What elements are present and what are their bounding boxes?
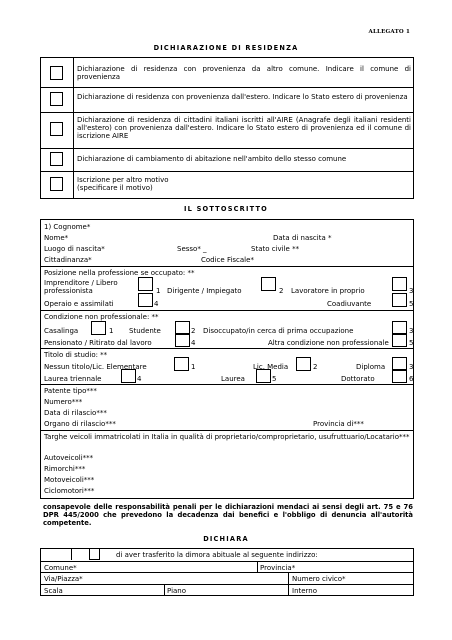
option-text-aire: Dichiarazione di residenza di cittadini italiani iscritti all'AIRE (Anagrafe degli italiani residenti all'estero) con provenienza dall'estero. Indicare lo Stato estero di provenienza ed il comune di iscrizione AIRE [77, 116, 411, 141]
titolo-num-2: 2 [313, 363, 318, 371]
option-text-altro-comune: Dichiarazione di residenza con provenienza da altro comune. Indicare il comune di provenienza [77, 65, 411, 82]
veicoli-rimorchi-label: Rimorchi*** [44, 465, 86, 473]
titolo-num-6: 6 [409, 375, 414, 383]
option-text-cambio-abitazione: Dichiarazione di cambiamento di abitazione nell'ambito dello stesso comune [77, 155, 347, 163]
condizione-checkbox-1[interactable] [91, 321, 106, 335]
professione-dirigente-label: Dirigente / Impiegato [167, 287, 242, 295]
condizione-disoccupato-label: Disoccupato/in cerca di prima occupazione [203, 327, 354, 335]
cognome-label: 1) Cognome* [44, 223, 91, 231]
professione-lavoratore-label: Lavoratore in proprio [291, 287, 365, 295]
patente-numero-label: Numero*** [44, 398, 83, 406]
sottoscritto-table [40, 219, 414, 499]
condizione-studente-label: Studente [129, 327, 161, 335]
professione-num-4: 4 [154, 300, 159, 308]
luogo-nascita-label: Luogo di nascita* [44, 245, 105, 253]
titolo-checkbox-5[interactable] [256, 369, 271, 383]
professione-num-5: 5 [409, 300, 414, 308]
option-checkbox-aire[interactable] [50, 122, 63, 136]
option-checkbox-cambio-abitazione[interactable] [50, 152, 63, 166]
titolo-num-1: 1 [191, 363, 196, 371]
option-checkbox-estero[interactable] [50, 92, 63, 106]
condizione-casalinga-label: Casalinga [44, 327, 79, 335]
data-nascita-label: Data di nascita * [273, 234, 332, 242]
option-text-estero: Dichiarazione di residenza con provenienza dall'estero. Indicare lo Stato estero di provenienza [77, 93, 408, 101]
patente-organo-label: Organo di rilascio*** [44, 420, 116, 428]
patente-tipo-label: Patente tipo*** [44, 387, 97, 395]
sesso-label: Sesso* _ [177, 245, 207, 253]
professione-imprenditore-label: Imprenditore / Libero professionista [44, 279, 118, 296]
dichiara-scala-label: Scala [44, 587, 63, 595]
professione-checkbox-2[interactable] [261, 277, 276, 291]
patente-data-label: Data di rilascio*** [44, 409, 107, 417]
option-checkbox-altro-comune[interactable] [50, 66, 63, 80]
condizione-altra-label: Altra condizione non professionale [268, 339, 389, 347]
condizione-pensionato-label: Pensionato / Ritirato dal lavoro [44, 339, 152, 347]
professione-checkbox-3[interactable] [392, 277, 407, 291]
title-sottoscritto: IL SOTTOSCRITTO [184, 205, 268, 213]
allegato-label: ALLEGATO 1 [368, 29, 410, 35]
title-dichiara: DICHIARA [203, 535, 249, 543]
option-checkbox-altro-motivo[interactable] [50, 177, 63, 191]
titolo-checkbox-6[interactable] [392, 369, 407, 383]
titolo-diploma-label: Diploma [356, 363, 386, 371]
professione-num-2: 2 [279, 287, 284, 295]
dichiara-piano-label: Piano [167, 587, 187, 595]
condizione-num-1: 1 [109, 327, 114, 335]
titolo-laurea-label: Laurea [221, 375, 245, 383]
professione-num-3: 3 [409, 287, 414, 295]
dichiara-civico-label: Numero civico* [292, 575, 346, 583]
titolo-triennale-label: Laurea triennale [44, 375, 102, 383]
nome-label: Nome* [44, 234, 69, 242]
titolo-num-3: 3 [409, 363, 414, 371]
cittadinanza-label: Cittadinanza* [44, 256, 92, 264]
dichiara-checkbox[interactable] [89, 548, 100, 560]
option-text-altro-motivo: Iscrizione per altro motivo (specificare il motivo) [77, 176, 169, 193]
titolo-media-label: Lic. Media [253, 363, 289, 371]
condizione-num-3: 3 [409, 327, 414, 335]
condizione-checkbox-4[interactable] [175, 333, 190, 347]
consapevole-text: consapevole delle responsabilità penali per le dichiarazioni mendaci ai sensi degli art. 75 e 76 DPR 445/2000 che prevedono la decadenza dai benefici e l'obbligo di denuncia all'autorità competente. [43, 503, 413, 527]
professione-checkbox-5[interactable] [392, 293, 407, 307]
professione-num-1: 1 [156, 287, 161, 295]
dichiara-comune-label: Comune* [44, 564, 77, 572]
veicoli-ciclo-label: Ciclomotori*** [44, 487, 95, 495]
titolo-checkbox-2[interactable] [296, 357, 311, 371]
professione-checkbox-1[interactable] [138, 277, 153, 291]
codice-fiscale-label: Codice Fiscale* [201, 256, 254, 264]
titolo-num-4: 4 [137, 375, 142, 383]
dichiara-table [40, 548, 414, 596]
residenza-options-table [40, 57, 414, 199]
veicoli-moto-label: Motoveicoli*** [44, 476, 95, 484]
titolo-checkbox-4[interactable] [121, 369, 136, 383]
titolo-nessun-label: Nessun titolo/Lic. Elementare [44, 363, 147, 371]
professione-operaio-label: Operaio e assimilati [44, 300, 114, 308]
patente-provincia-label: Provincia di*** [313, 420, 364, 428]
titolo-header: Titolo di studio: ** [44, 351, 108, 359]
title-residenza: DICHIARAZIONE DI RESIDENZA [153, 44, 299, 52]
titolo-dottorato-label: Dottorato [341, 375, 375, 383]
veicoli-auto-label: Autoveicoli*** [44, 454, 94, 462]
condizione-num-5: 5 [409, 339, 414, 347]
professione-checkbox-4[interactable] [138, 293, 153, 307]
dichiara-via-label: Via/Piazza* [44, 575, 83, 583]
titolo-num-5: 5 [272, 375, 277, 383]
titolo-checkbox-1[interactable] [174, 357, 189, 371]
veicoli-header: Targhe veicoli immatricolati in Italia in qualità di proprietario/comproprietario, usufruttuario/Locatario*** [44, 433, 410, 441]
condizione-num-4: 4 [191, 339, 196, 347]
condizione-num-2: 2 [191, 327, 196, 335]
stato-civile-label: Stato civile ** [251, 245, 300, 253]
condizione-header: Condizione non professionale: ** [44, 313, 159, 321]
condizione-checkbox-5[interactable] [392, 333, 407, 347]
dichiara-trasferito-text: di aver trasferito la dimora abituale al seguente indirizzo: [116, 551, 318, 559]
dichiara-interno-label: Interno [292, 587, 318, 595]
professione-coadiuvante-label: Coadiuvante [327, 300, 372, 308]
dichiara-provincia-label: Provincia* [260, 564, 296, 572]
professione-header: Posizione nella professione se occupato: ** [44, 269, 195, 277]
